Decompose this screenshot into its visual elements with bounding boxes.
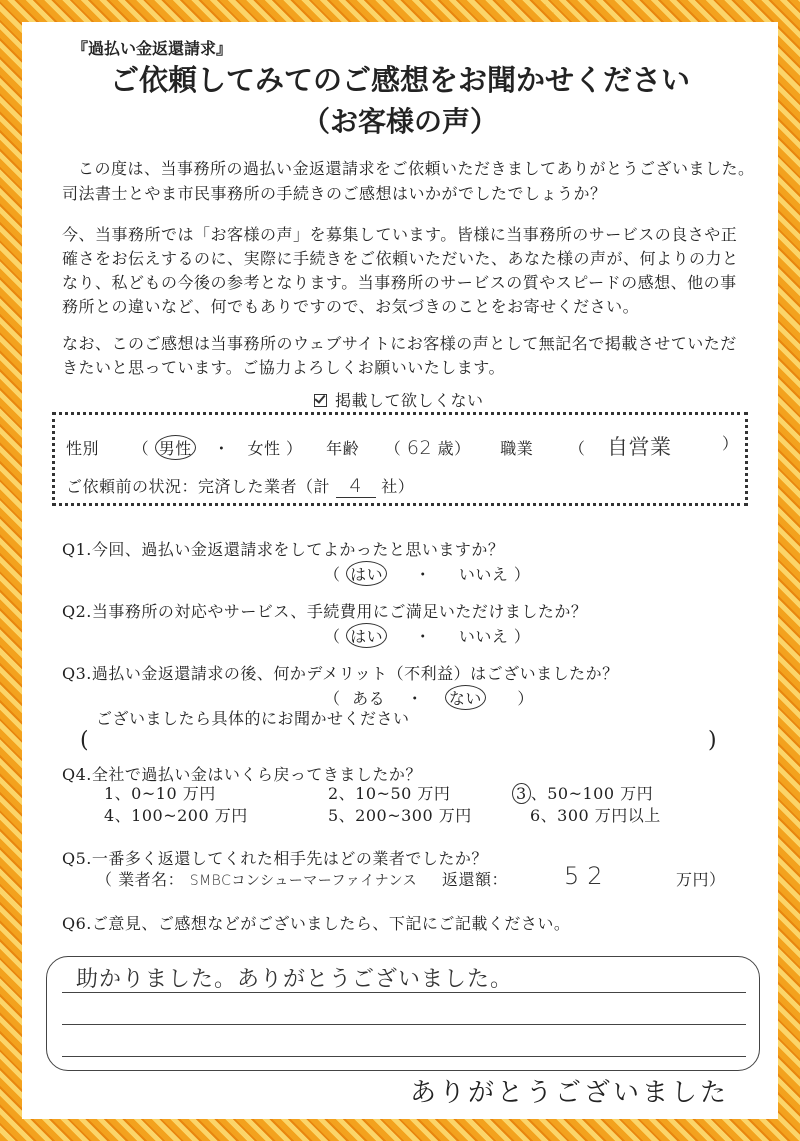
intro-line: なお、このご感想は当事務所のウェブサイトにお客様の声として無記名で掲載させていただ <box>62 334 737 353</box>
gender-label: 性別 <box>66 439 100 458</box>
q4-option[interactable]: 4、100~200 万円 <box>104 806 248 825</box>
q4-option[interactable]: 1、0~10 万円 <box>104 784 216 803</box>
age-value[interactable]: 62 <box>406 437 433 459</box>
q5-amount-label: 返還額： <box>442 870 509 889</box>
status-row <box>66 474 414 498</box>
q3-followup: ございましたら具体的にお聞かせください <box>96 709 410 728</box>
q2-answers: （ はい ・ いいえ ） <box>324 623 530 648</box>
q5-text: Q5.一番多く返還してくれた相手先はどの業者でしたか？ <box>62 849 488 868</box>
q4-selected-label: 50~100 万円 <box>547 784 654 803</box>
q1-yes-option[interactable]: はい <box>346 561 387 586</box>
publish-option-label: 掲載して欲しくない <box>335 391 484 410</box>
checkbox-checked-icon[interactable] <box>314 394 327 407</box>
q5-amount-unit: 万円） <box>676 870 726 889</box>
comment-line <box>62 1024 746 1025</box>
q3-detail-close-paren: ) <box>708 728 717 753</box>
page-subtitle: （お客様の声） <box>301 105 498 138</box>
status-label: ご依頼前の状況：完済した業者（計 <box>66 477 331 496</box>
job-value[interactable]: 自営業 <box>607 435 672 459</box>
q2-yes-option[interactable]: はい <box>346 623 387 648</box>
intro-line: 今、当事務所では「お客様の声」を募集しています。皆様に当事務所のサービスの良さや正 <box>62 225 738 244</box>
q1-no-option[interactable]: いいえ <box>458 565 509 584</box>
q4-option[interactable]: 2、10~50 万円 <box>328 784 451 803</box>
intro-line: なり、私どもの今後の参考となります。当事務所のサービスの質やスピードの感想、他の事 <box>62 273 737 292</box>
q3-answers: （ ある ・ ない ） <box>324 685 534 710</box>
intro-line: 確さをお伝えするのに、実際に手続きをご依頼いただいた、あなた様の声が、何よりの力と <box>62 249 739 268</box>
q3-option-aru[interactable]: ある <box>352 689 386 708</box>
age-label: 年齢 <box>326 439 360 458</box>
publish-option[interactable] <box>314 388 484 411</box>
job-close-paren: ） <box>722 434 739 453</box>
q4-selected-number: 3 <box>512 783 531 804</box>
intro-line: この度は、当事務所の過払い金返還請求をご依頼いただきましてありがとうございました。 <box>78 159 755 178</box>
job-label: 職業 <box>500 439 534 458</box>
page-title: ご依頼してみてのご感想をお聞かせください <box>109 63 690 97</box>
status-count[interactable]: 4 <box>336 475 376 498</box>
profile-row: 性別 （ 男性 ・ 女性 ） 年齢 （ 62 歳） 職業 （ 自営業 <box>66 435 672 459</box>
q5-answer-row: （ 業者名： SMBCコンシューマーファイナンス <box>96 870 418 889</box>
footer-thanks: ありがとうございました <box>410 1078 730 1108</box>
q2-text: Q2.当事務所の対応やサービス、手続費用にご満足いただけましたか？ <box>62 602 588 621</box>
q5-amount-value[interactable]: 52 <box>564 862 611 890</box>
q1-answers: （ はい ・ いいえ ） <box>324 561 530 586</box>
q3-option-nai[interactable]: ない <box>445 685 486 710</box>
q2-no-option[interactable]: いいえ <box>458 627 509 646</box>
q4-text: Q4.全社で過払い金はいくら戻ってきましたか？ <box>62 765 422 784</box>
gender-male-option[interactable]: 男性 <box>155 435 196 460</box>
q4-option-selected[interactable]: 3 、50~100 万円 <box>512 781 653 804</box>
intro-line: 司法書士とやま市民事務所の手続きのご感想はいかがでしたでしょうか？ <box>62 184 607 203</box>
header-tag: 『過払い金返還請求』 <box>72 39 233 58</box>
comment-line <box>62 992 746 993</box>
q1-text: Q1.今回、過払い金返還請求をしてよかったと思いますか？ <box>62 540 505 559</box>
age-unit: 歳 <box>437 439 455 458</box>
intro-line: 務所との違いなど、何でもありですので、お気づきのことをお寄せください。 <box>62 297 640 316</box>
gender-female-option[interactable]: 女性 <box>247 439 281 458</box>
q4-option[interactable]: 5、200~300 万円 <box>328 806 472 825</box>
q3-detail-open-paren: ( <box>80 728 89 753</box>
q4-option[interactable]: 6、300 万円以上 <box>530 806 661 825</box>
separator-dot: ・ <box>213 439 230 458</box>
q5-company-label: 業者名： <box>118 870 185 889</box>
q3-text: Q3.過払い金返還請求の後、何かデメリット（不利益）はございましたか？ <box>62 664 619 683</box>
comment-line <box>62 1056 746 1057</box>
comment-text[interactable]: 助かりました。ありがとうございました。 <box>76 967 514 992</box>
q5-company-value[interactable]: SMBCコンシューマーファイナンス <box>189 873 418 889</box>
q6-text: Q6.ご意見、ご感想などがございましたら、下記にご記載ください。 <box>62 914 571 933</box>
intro-line: きたいと思っています。ご協力よろしくお願いいたします。 <box>62 358 505 377</box>
status-unit: 社） <box>381 477 415 496</box>
